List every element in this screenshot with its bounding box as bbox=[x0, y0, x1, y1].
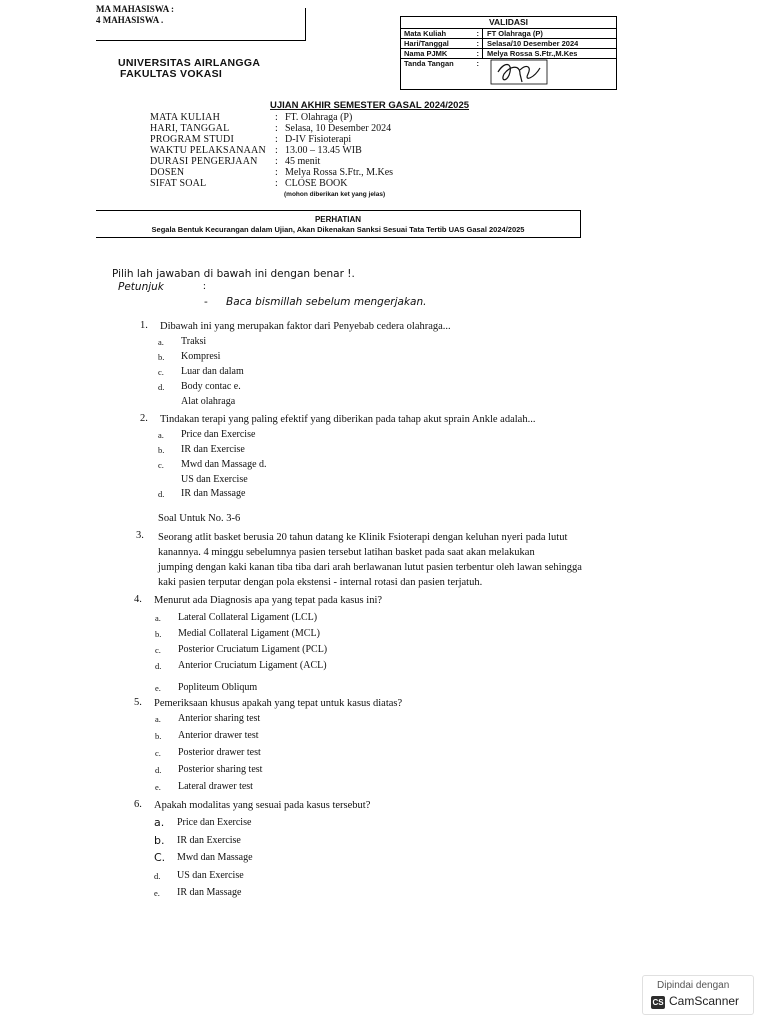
validation-key: Tanda Tangan : bbox=[404, 59, 479, 68]
validation-row bbox=[401, 29, 616, 39]
question-number: 2. bbox=[140, 413, 148, 424]
camscanner-watermark bbox=[642, 975, 754, 1015]
exam-info bbox=[150, 112, 393, 200]
info-row: PROGRAM STUDI : D-IV Fisioterapi bbox=[150, 134, 352, 145]
validation-key: Hari/Tanggal : bbox=[401, 39, 483, 48]
perhatian-box bbox=[96, 210, 581, 238]
paragraph-line: jumping dengan kaki kanan tiba tiba dari arah berlawanan lutut pasien terbentur oleh lawan sehingga bbox=[158, 562, 582, 573]
student-box-border bbox=[96, 40, 306, 41]
info-row: SIFAT SOAL : CLOSE BOOK bbox=[150, 178, 348, 189]
university-block bbox=[118, 58, 260, 80]
validation-value: Melya Rossa S.Ftr.,M.Kes bbox=[487, 49, 578, 58]
validation-value: FT Olahraga (P) bbox=[487, 29, 543, 38]
info-row: DOSEN : Melya Rossa S.Ftr., M.Kes bbox=[150, 167, 394, 178]
validation-key: Mata Kuliah : bbox=[401, 29, 483, 38]
question-text: Menurut ada Diagnosis apa yang tepat pada kasus ini? bbox=[154, 595, 383, 606]
validation-key: Nama PJMK : bbox=[401, 49, 483, 58]
question-text: Dibawah ini yang merupakan faktor dari Penyebab cedera olahraga... bbox=[160, 321, 451, 332]
section-note: Soal Untuk No. 3-6 bbox=[158, 513, 241, 524]
validation-value bbox=[482, 59, 486, 87]
perhatian-title: PERHATIAN bbox=[314, 215, 362, 224]
question-text: Tindakan terapi yang paling efektif yang diberikan pada tahap akut sprain Ankle adalah... bbox=[160, 414, 536, 425]
instructions-colon: : bbox=[203, 281, 206, 292]
case-paragraph bbox=[158, 530, 658, 590]
question-number: 5. bbox=[134, 697, 142, 708]
paragraph-line: kaki pasien terputar dengan pola ekstensi - internal rotasi dan pasien terjatuh. bbox=[158, 577, 483, 588]
student-name-line: MA MAHASISWA : bbox=[96, 4, 175, 14]
info-note: (mohon diberikan ket yang jelas) bbox=[284, 191, 386, 198]
question-number: 1. bbox=[140, 320, 148, 331]
question-number: 3. bbox=[136, 530, 144, 541]
student-name-label bbox=[96, 4, 174, 26]
instructions-text: Baca bismillah sebelum mengerjakan. bbox=[226, 296, 427, 308]
info-row: WAKTU PELAKSANAAN : 13.00 – 13.45 WIB bbox=[150, 145, 362, 156]
signature-icon bbox=[490, 58, 550, 86]
university-name: UNIVERSITAS AIRLANGGA bbox=[118, 57, 261, 69]
instructions-main: Pilih lah jawaban di bawah ini dengan benar !. bbox=[112, 268, 355, 280]
faculty-name: FAKULTAS VOKASI bbox=[120, 68, 223, 80]
paragraph-line: Seorang atlit basket berusia 20 tahun datang ke Klinik Fsioterapi dengan keluhan nyeri pada lutut bbox=[158, 532, 568, 543]
student-id-line: 4 MAHASISWA . bbox=[96, 15, 164, 25]
exam-title: UJIAN AKHIR SEMESTER GASAL 2024/2025 bbox=[270, 100, 470, 111]
info-row: DURASI PENGERJAAN : 45 menit bbox=[150, 156, 321, 167]
question-number: 4. bbox=[134, 594, 142, 605]
perhatian-text: Segala Bentuk Kecurangan dalam Ujian, Akan Dikenakan Sanksi Sesuai Tata Tertib UAS Gasal 2024/2025 bbox=[151, 225, 525, 234]
student-box-border bbox=[305, 8, 306, 40]
question-text: Pemeriksaan khusus apakah yang tepat untuk kasus diatas? bbox=[154, 698, 403, 709]
camscanner-logo-icon: CS bbox=[652, 998, 664, 1007]
info-row: HARI, TANGGAL : Selasa, 10 Desember 2024 bbox=[150, 123, 392, 134]
paragraph-line: kanannya. 4 minggu sebelumnya pasien tersebut latihan basket pada saat akan melakukan bbox=[158, 547, 535, 558]
instructions-label: Petunjuk bbox=[118, 281, 164, 293]
question-number: 6. bbox=[134, 799, 142, 810]
validation-row bbox=[401, 39, 616, 49]
validation-value: Selasa/10 Desember 2024 bbox=[487, 39, 579, 48]
instructions-dash: - bbox=[204, 296, 208, 308]
scanner-subtitle: Dipindai dengan bbox=[657, 980, 730, 991]
question-text: Apakah modalitas yang sesuai pada kasus tersebut? bbox=[154, 800, 371, 811]
info-row: MATA KULIAH : FT. Olahraga (P) bbox=[150, 112, 353, 123]
validation-title: VALIDASI bbox=[401, 17, 616, 29]
scanner-name: CamScanner bbox=[669, 994, 740, 1008]
